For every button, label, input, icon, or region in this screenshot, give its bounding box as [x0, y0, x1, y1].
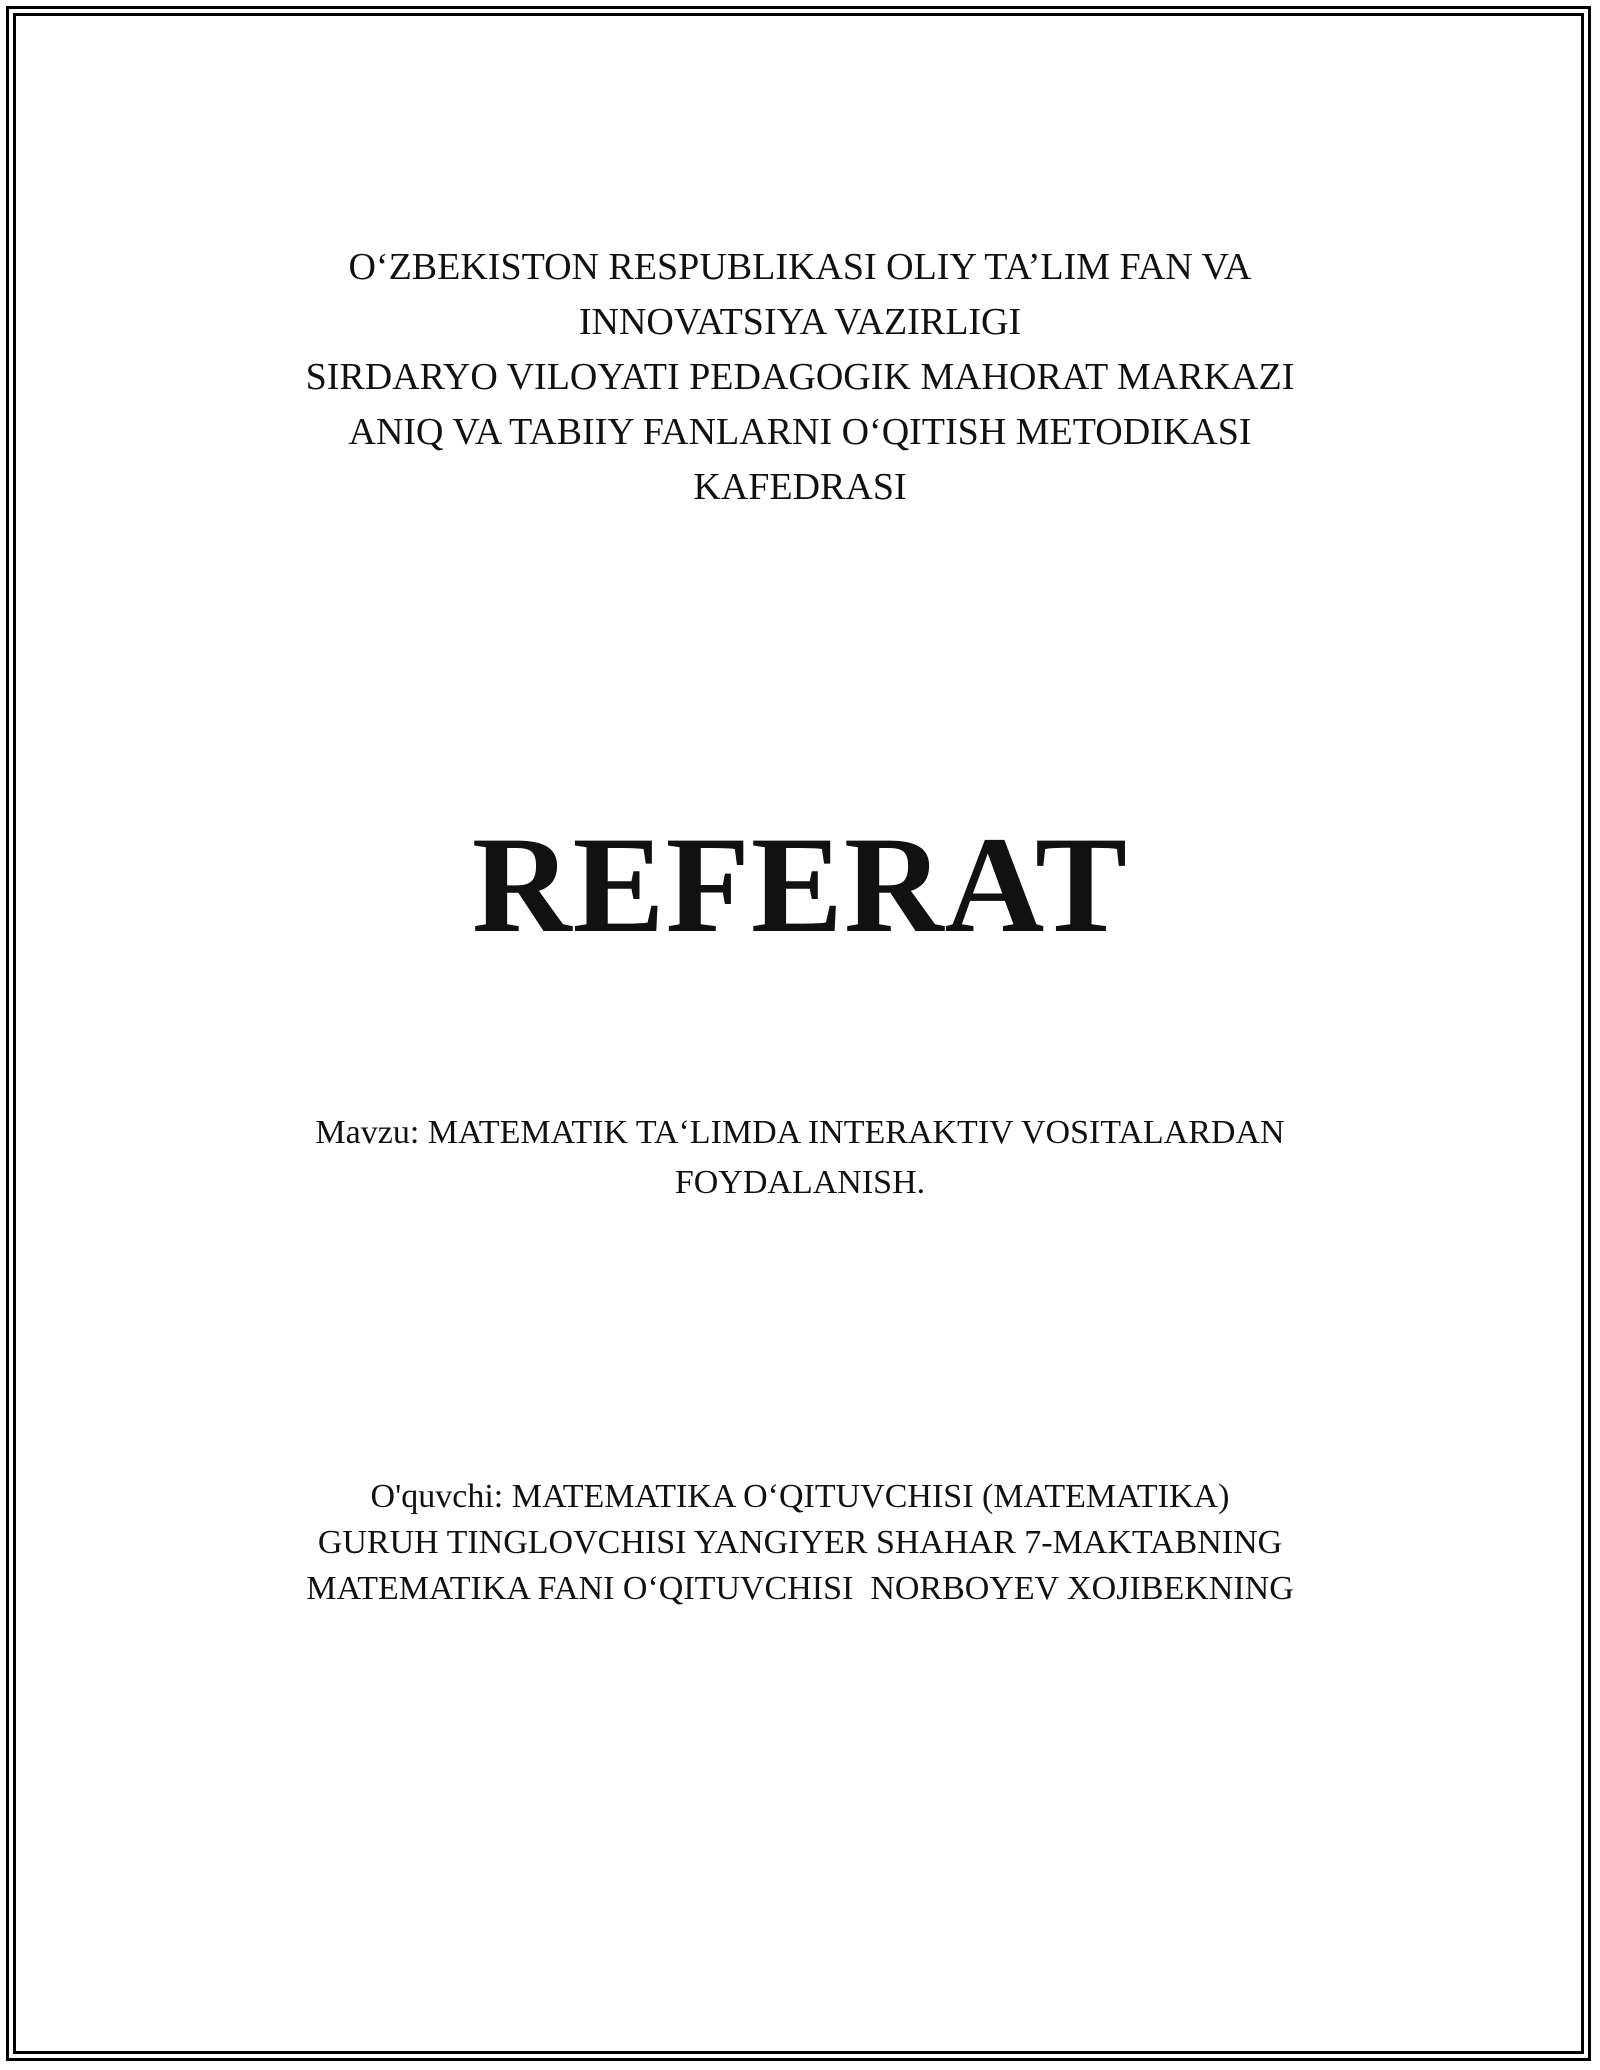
topic-line: Mavzu: MATEMATIK TA‘LIMDA INTERAKTIV VOSITALARDAN [315, 1114, 1285, 1151]
author-block [0, 1474, 1600, 1612]
header-line: KAFEDRASI [693, 466, 907, 508]
document-title: REFERAT [471, 808, 1129, 961]
header-line: SIRDARYO VILOYATI PEDAGOGIK MAHORAT MARKAZI [305, 356, 1295, 398]
header-line: O‘ZBEKISTON RESPUBLIKASI OLIY TA’LIM FAN VA [348, 246, 1252, 288]
topic-line: FOYDALANISH. [674, 1164, 926, 1201]
topic-block [0, 1108, 1600, 1208]
author-line: O'quvchi: MATEMATIKA O‘QITUVCHISI (MATEMATIKA) [370, 1478, 1230, 1515]
institution-header [0, 240, 1600, 515]
author-line: MATEMATIKA FANI O‘QITUVCHISI NORBOYEV XOJIBEKNING [306, 1570, 1294, 1607]
header-line: ANIQ VA TABIIY FANLARNI O‘QITISH METODIKASI [348, 411, 1252, 453]
header-line: INNOVATSIYA VAZIRLIGI [578, 301, 1022, 343]
author-line: GURUH TINGLOVCHISI YANGIYER SHAHAR 7-MAKTABNING [317, 1524, 1283, 1561]
